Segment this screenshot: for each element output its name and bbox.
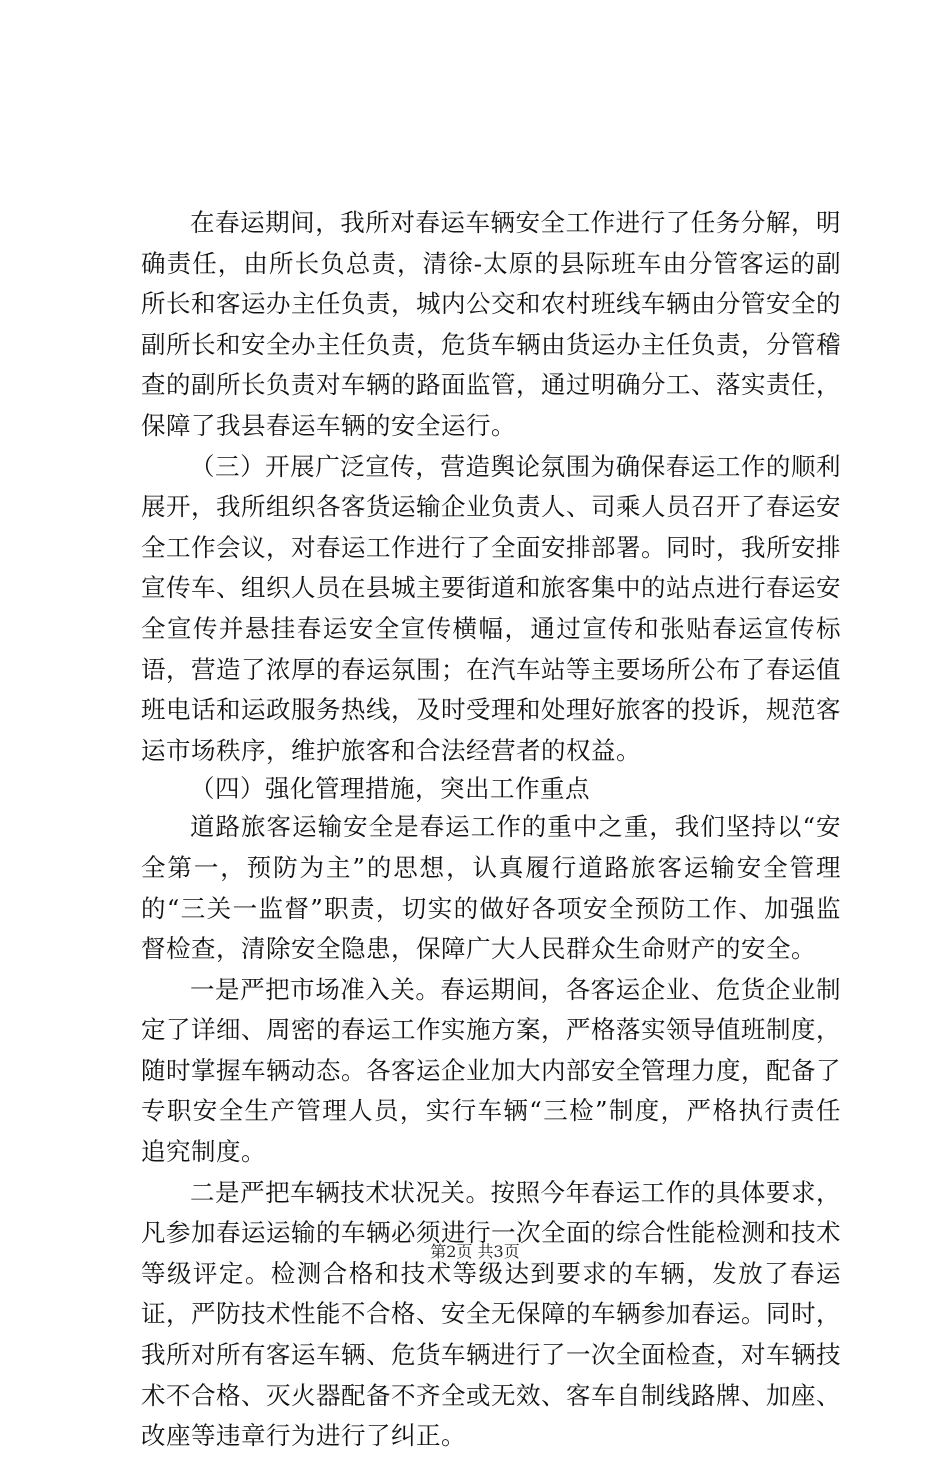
document-body — [141, 203, 841, 1457]
paragraph-market-access: 一是严把市场准入关。春运期间，各客运企业、危货企业制定了详细、周密的春运工作实施方案，严格落实领导值班制度，随时掌握车辆动态。各客运企业加大内部安全管理力度，配备了专职安全生产管理人员，实行车辆“三检”制度，严格执行责任追究制度。 — [141, 974, 841, 1167]
paragraph-vehicle-condition: 二是严把车辆技术状况关。按照今年春运工作的具体要求，凡参加春运运输的车辆必须进行一次全面的综合性能检测和技术等级评定。检测合格和技术等级达到要求的车辆，发放了春运证，严防技术性能不合格、安全无保障的车辆参加春运。同时，我所对所有客运车辆、危货车辆进行了一次全面检查，对车辆技术不合格、灭火器配备不齐全或无效、客车自制线路牌、加座、改座等违章行为进行了纠正。 — [141, 1177, 841, 1451]
paragraph-passenger-safety: 道路旅客运输安全是春运工作的重中之重，我们坚持以“安全第一，预防为主”的思想，认真履行道路旅客运输安全管理的“三关一监督”职责，切实的做好各项安全预防工作、加强监督检查，清除安全隐患，保障广大人民群众生命财产的安全。 — [141, 812, 841, 964]
paragraph-responsibility: 在春运期间，我所对春运车辆安全工作进行了任务分解，明确责任，由所长负总责，清徐-太原的县际班车由分管客运的副所长和客运办主任负责，城内公交和农村班线车辆由分管安全的副所长和安全办主任负责，危货车辆由货运办主任负责，分管稽查的副所长负责对车辆的路面监管，通过明确分工、落实责任，保障了我县春运车辆的安全运行。 — [141, 208, 841, 440]
paragraph-publicity: （三）开展广泛宣传，营造舆论氛围为确保春运工作的顺利展开，我所组织各客货运输企业负责人、司乘人员召开了春运安全工作会议，对春运工作进行了全面安排部署。同时，我所安排宣传车、组织人员在县城主要街道和旅客集中的站点进行春运安全宣传并悬挂春运安全宣传横幅，通过宣传和张贴春运宣传标语，营造了浓厚的春运氛围；在汽车站等主要场所公布了春运值班电话和运政服务热线，及时受理和处理好旅客的投诉，规范客运市场秩序，维护旅客和合法经营者的权益。 — [141, 451, 841, 765]
section-heading-management: （四）强化管理措施，突出工作重点 — [190, 774, 590, 804]
page-footer: 第2页 共3页 — [430, 1242, 520, 1261]
